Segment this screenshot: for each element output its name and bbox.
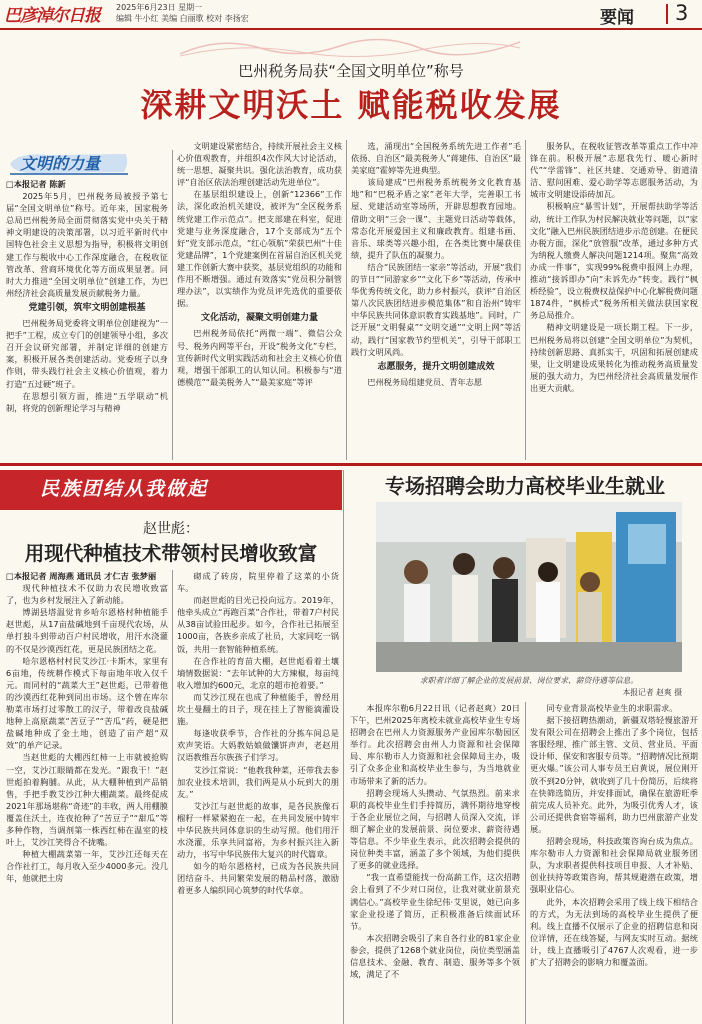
story1-subhead: 文化活动，凝聚文明创建力量 — [200, 313, 318, 324]
vertical-divider — [343, 470, 344, 1024]
story1-subhead: 党建引领，筑牢文明创建根基 — [28, 302, 146, 313]
story1-paragraph: 2025年5月，巴州税务局被授予第七届“全国文明单位”称号。近年来，国家税务总局巴州税务局全面贯彻落实党中央关于精神文明建设的决策部署，以习近平新时代中国特色社会主义思想为指导，积极将文明创建工作与税收中心工作深度融合，在税收征管改革、营商环境优化等方面成果显著。同时大力推进“全国文明单位”创建工作，为巴州经济社会高质量发展贡献税务力量。 — [6, 191, 168, 298]
story3-paragraph: 此外，本次招聘会采用了线上线下相结合的方式，为无法到场的高校毕业生提供了便利。线上直播不仅展示了企业的招聘信息和岗位详情，还在线答疑，与网友实时互动。据统计，线上直播吸引了4767人次观看，进一步扩大了招聘会的影响力和覆盖面。 — [530, 896, 698, 967]
photo-credit: 本报记者 赵爽 摄 — [622, 688, 682, 697]
story2-paragraph: 哈尔恩格村村民艾沙江·卡斯木，家里有6亩地，传统耕作模式下每亩地年收入仅千元。而同村的“蔬菜大王”赵世彪，已带着他的沙漠西红花种到同出市场。这个曾在库尔勒菜市场打过零散工的汉子，带着改良盐碱地种上高原蔬菜“苦豆子”“苦瓜”药，硬是把盐碱地种成了金土地，创造了亩产超“双效”的单产记录。 — [6, 655, 168, 751]
story3-paragraph: 招聘会现场，科技政策咨询台成为焦点。库尔勒市人力资源和社会保障局就业服务团队，为求职者提供科技项目申报、人才补贴、创业扶持等政策咨询，帮其规避潜在政策，增强职业信心。 — [530, 836, 698, 895]
story1-column-2 — [177, 140, 342, 460]
column-rule — [525, 702, 526, 1024]
page-divider — [666, 4, 668, 24]
story1-paragraph: 巴州税务局组建党员、青年志愿 — [367, 376, 483, 387]
story2-paragraph: 而艾沙江现在也成了种植能手，曾经用坎土曼翻土的日子，现在挂上了智能滴灌设施。 — [177, 691, 339, 727]
section-title: 要闻 — [600, 8, 634, 28]
column-rule — [172, 150, 173, 460]
story2-paragraph: 博湖县塔温觉肯乡哈尔恩格村种植能手赵世彪，从17亩盐碱地到千亩现代农场，从单打独斗到带动百户村民增收，用汗水浇灌的不仅是沙漠西红花，更是民族团结之花。 — [6, 607, 168, 654]
story3-paragraph: 据下接招聘热潮动，新疆双塔轻慢旅游开发有限公司在招聘会上推出了多个岗位，包括客服经理、推广部主管、文员、营业员、平面设计师、保安和客服专员等。“招聘情况比预期更火爆。”该公司人事专员王启黄说，展位刚开放不到20分钟，就收到了几十份简历，后续将在快筛选简历，并安排面试，确保在旅游旺季前完成人员补充。此外，为吸引优秀人才，该公司还提供食宿等福利，助力巴州旅游产业发展。 — [530, 715, 698, 834]
editorial-staff: 编辑 牛小红 美编 白丽歌 校对 李扬宏 — [116, 14, 249, 23]
story1-column-1 — [6, 178, 168, 460]
story1-paragraph: 在基层组织建设上，创新“12366”工作法，深化政治机关建设，被评为“全区税务系统党建工作示范点”。把支部建在科室，促进党建与业务深度融合，17个支部成为“五个好”党支部示范点，“红心领航”荣获巴州“十佳党建品牌”，1个党建案例在首届自治区机关党建工作创新大赛中获奖，基层党组织的功能和作用不断增强。通过有效落实“党员积分制管理办法”，以实绩作为党员评先选优的重要依据。 — [177, 189, 342, 309]
story1-paragraph: 结合“民族团结一家亲”等活动，开展“我们的节日”“同游家乡”“文化下乡”等活动，传承中华优秀传统文化，助力乡村振兴，获评“自治区第八次民族团结进步模范集体”和自治州“铸牢中华民族共同体意识教育实践基地”。同时，广泛开展“文明餐桌”“文明交通”“文明上网”等活动，践行“国家教节约型机关”，引导干部职工践行文明风尚。 — [351, 261, 521, 357]
story1-kicker: 巴州税务局获“全国文明单位”称号 — [238, 62, 464, 80]
story2-paragraph: 而赵世彪的目光已投向远方。2019年，他牵头成立“再跑百菜”合作社，带着7户村民从38亩试验田起步。如今，合作社已拓展至1000亩，各族乡亲成了社员，大家同吃一锅饭，共用一套智能种植系统。 — [177, 595, 339, 654]
column-rule — [346, 140, 347, 460]
story2-paragraph: 砌成了砖房，院里停着了这菜的小货车。 — [177, 571, 339, 594]
story1-paragraph: 在思想引领方面，推进“五学联动”机制，将党的创新理论学习与精神 — [6, 390, 168, 413]
story2-byline: □本报记者 周海燕 通讯员 才仁吉 张梦丽 — [6, 571, 157, 581]
story1-column-4 — [530, 140, 698, 460]
story2-kicker: 赵世彪： — [143, 521, 199, 537]
story3-column-1 — [350, 702, 520, 1024]
story2-banner-text: 民族团结从我做起 — [40, 478, 209, 500]
story2-paragraph: 种植大棚蔬菜第一年，艾沙江还每天在合作社打工，每月收入至少4000多元。没几年，他就把土房 — [6, 849, 168, 884]
newspaper-logo: 巴彦淖尔日报 — [4, 6, 100, 26]
column-rule — [172, 570, 173, 1024]
masthead — [0, 0, 702, 30]
story2-paragraph: 每逢收获季节，合作社的分拣车间总是欢声笑语。大妈教姑娘做馕饼声声，老赵用汉语教维吾尔族孩子们学习。 — [177, 728, 339, 763]
story1-paragraph: 文明建设紧密结合，持续开展社会主义核心价值观教育，并组织4次作风大讨论活动，统一思想、凝聚共识。强化法治教育，成功获评“自治区依法治理创建活动先进单位”。 — [177, 141, 342, 188]
ornament-graphic — [180, 34, 520, 58]
page-number: 3 — [675, 1, 689, 25]
story1-paragraph: 巴州税务局党委将文明单位创建视为“一把手”工程，成立专门的创建领导小组，多次召开会议研究部署，并制定详细的创建方案，积极开展各类创建活动。党委班子以身作则，带头践行社会主义核心价值观，着力打造“五过硬”班子。 — [6, 318, 168, 389]
story1-paragraph: 巴州税务局依托“两微一端”、微信公众号、税务内网等平台，开设“税务文化”专栏，宣传新时代文明实践活动和社会主义核心价值观，增强干部职工的认知认同。积极参与“道德模范”“最美税务人”“最美家庭”等评 — [177, 328, 342, 387]
story1-paragraph: 该局建成“巴州税务系统税务文化教育基地”和“巴税矛盾之家”老年大学，完善职工书屋、党建活动室等场所，开辟思想教育园地。借助文明“三会一课”、主题党日活动等载体，常态化开展爱国主义和廉政教育。组建书画、音乐、球类等兴趣小组，在各类比赛中屡获佳绩，提升了队伍的凝聚力。 — [351, 177, 521, 260]
story3-paragraph: 本报库尔勒6月22日讯（记者赵爽）20日下午，巴州2025年离校未就业高校毕业生专场招聘会在巴州人力资源服务产业园库尔勒园区举行。此次招聘会由州人力资源和社会保障局、库尔勒市人力资源和社会保障局主办，吸引了众多企业和高校毕业生参与，为当地就业市场带来了新的活力。 — [350, 703, 520, 786]
story3-column-2 — [530, 702, 698, 1024]
story1-byline: □本报记者 陈新 — [6, 179, 66, 189]
story2-column-2 — [177, 570, 339, 1024]
story2-paragraph: 现代种植技术不仅助力农民增收致富了，也为乡村发展注入了新动能。 — [6, 583, 168, 606]
story1-paragraph: 积极响应“暴雪计划”，开展帮扶助学等活动，统计工作队为村民解决就业等问题，以“家文化”融入巴州民族团结进步示范创建。在便民办税方面，深化“放管服”改革，通过多种方式为纳税人缴费人解决问题1214项。聚焦“高效办成一件事”，实现99%税费申报网上办理，推动“接诉即办”向“未诉先办”转变。践行“枫桥经验”，设立税费权益保护中心化解税费问题1874件，“枫桥式”税务所相关做法获国家税务总局推介。 — [530, 201, 698, 321]
story1-subhead: 志愿服务，提升文明创建成效 — [377, 361, 495, 372]
column-rule — [525, 140, 526, 460]
story2-paragraph: 艾沙江与赵世彪的故事，是各民族像石榴籽一样紧紧抱在一起，在共同发展中铸牢中华民族共同体意识的生动写照。他们用汗水浇灌，乐享共同富裕，为乡村振兴注入新动力，书写中华民族伟大复兴的时代篇章。 — [177, 800, 339, 860]
issue-date: 2025年6月23日 星期一 — [116, 3, 203, 12]
story2-column-1 — [6, 570, 168, 1024]
story1-column-3 — [351, 140, 521, 460]
story2-paragraph: 如今的哈尔恩格村，已成为各民族共同团结奋斗、共同繁荣发展的精品村落，激励着更多人编织同心筑梦的时代华章。 — [177, 861, 339, 896]
badge-label: 文明的力量 — [20, 154, 101, 173]
job-fair-photo — [376, 502, 682, 672]
story3-paragraph: 招聘会现场人头攒动、气氛热烈。前来求职的高校毕业生们手持简历，满怀期待地穿梭于各企业展位之间，与招聘人员深入交流，详细了解企业的发展前景、岗位要求、薪资待遇等信息。不少毕业生表示，此次招聘会提供的岗位种类丰富，涵盖了多个领域，为他们提供了更多的就业选择。 — [350, 787, 520, 871]
story2-paragraph: 当赵世彪的大棚西红柿一上市就被抢购一空，艾沙江眼睛都在发光。“跟我干！”赵世彪拍着胸脯。从此，从大棚种植到产品销售，手把手教艾沙江种大棚蔬菜。最终促成2021年那场堪称“奇迹”的丰收，两人用棚膜覆盖住沃土，连夜抢种了“苦豆子”“甜瓜”等多种作物，当调剂第一株西红柿在温室的枝叶上，艾沙江笑得合不拢嘴。 — [6, 752, 168, 848]
story3-paragraph: 同专业背景高校毕业生的求职需求。 — [546, 703, 678, 713]
story3-paragraph: “我一直希望能找一份高薪工作，这次招聘会上看到了不少对口岗位，让我对就业前景充满信心。”高校毕业生徐纪伟·艾里说，她已向多家企业投递了简历，正积极准备后续面试环节。 — [350, 872, 520, 931]
story2-headline: 用现代种植技术带领村民增收致富 — [24, 542, 318, 565]
story1-paragraph: 精神文明建设是一项长期工程。下一步，巴州税务局将以创建“全国文明单位”为契机，持续创新思路、真抓实干，巩固和拓展创建成果，让文明建设成果转化为推动税务高质量发展的强大动力，为巴州经济社会高质量发展作出更大贡献。 — [530, 322, 698, 393]
section-divider — [0, 463, 702, 466]
story2-paragraph: 在合作社的育苗大棚，赵世彪看着土壤墒情数据说：“去年试种的大方辣椒，每亩纯收入增加约600元，北京的超市抢着要。” — [177, 655, 339, 690]
story1-headline: 深耕文明沃土 赋能税收发展 — [140, 86, 562, 124]
story3-headline: 专场招聘会助力高校毕业生就业 — [385, 474, 665, 498]
story2-paragraph: 艾沙江常说：“他教我种菜，还带我去参加农业技术培训，我们两是从小玩到大的朋友。” — [177, 764, 339, 799]
story1-paragraph: 服务队，在税收征管改革等重点工作中冲锋在前。积极开展“志愿我先行、暖心新时代”“学雷锋”、社区共建、交通劝导、街道清洁、慰问困难、爱心助学等志愿服务活动，为城市文明建设添砖加瓦。 — [530, 141, 698, 200]
photo-caption: 求职者详细了解企业的发展前景、岗位要求、薪资待遇等信息。 — [419, 676, 639, 685]
story1-paragraph: 选，涌现出“全国税务系统先进工作者”毛依扬、自治区“最美税务人”蒋建伟、自治区“最美家庭”霍婷等先进典型。 — [351, 141, 521, 176]
story3-paragraph: 本次招聘会吸引了来自各行业的81家企业参会，提供了1268个就业岗位，岗位类型涵盖信息技术、金融、教育、制造、服务等多个领域，满足了不 — [350, 932, 520, 980]
